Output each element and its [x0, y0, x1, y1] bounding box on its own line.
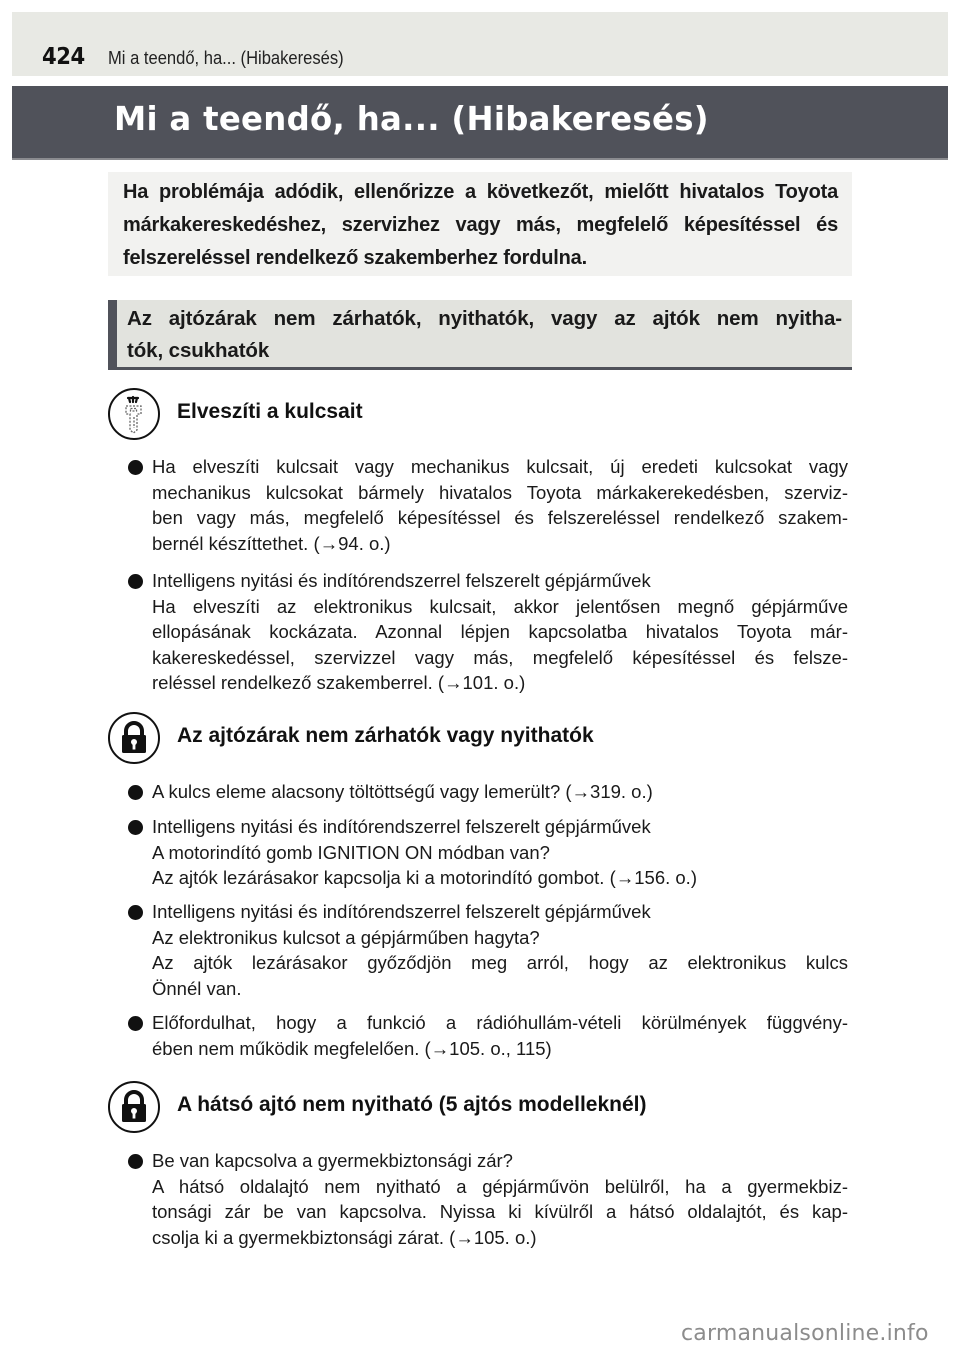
- subsection-door-locks: [108, 712, 852, 768]
- running-header: [12, 12, 948, 76]
- page-title: Mi a teendő, ha... (Hibakeresés): [114, 99, 709, 138]
- page-number: 424: [42, 44, 85, 70]
- lost-key-icon: [108, 388, 160, 440]
- text-line: A kulcs eleme alacsony töltöttségű vagy lemerült? (→319. o.): [152, 781, 653, 802]
- subsection-lost-keys: [108, 388, 852, 444]
- bullet-icon: [128, 1154, 143, 1169]
- bullet-icon: [128, 785, 143, 800]
- text-line: bernél készíttethet. (→94. o.): [152, 532, 391, 554]
- bullet-text: [152, 1148, 848, 1250]
- text-line: ben vagy más, megfelelő képesítéssel és felszereléssel rendelkező szakem-: [152, 507, 848, 528]
- text-line: Az ajtók lezárásakor győződjön meg arról, hogy az elektronikus kulcs: [152, 952, 848, 973]
- text-line: tonsági zár be van kapcsolva. Nyissa ki kívülről a hátsó oldalajtót, és kap-: [152, 1201, 848, 1222]
- text-line: mechanikus kulcsokat bármely hivatalos Toyota márkakerekedésben, szerviz-: [152, 481, 848, 503]
- text-line: A motorindító gomb IGNITION ON módban van?: [152, 841, 550, 863]
- text-line: Intelligens nyitási és indítórendszerrel felszerelt gépjárművek: [152, 816, 651, 837]
- text-line: ellopásának kockázata. Azonnal lépjen kapcsolatba hivatalos Toyota már-: [152, 621, 848, 642]
- bullet-text: [152, 899, 848, 1001]
- subsection-rear-door: [108, 1081, 852, 1137]
- text-line: Az elektronikus kulcsot a gépjárműben hagyta?: [152, 926, 540, 948]
- bullet-text: [152, 814, 848, 891]
- text-line: Ha elveszíti kulcsait vagy mechanikus kulcsait, új eredeti kulcsokat vagy: [152, 456, 848, 477]
- text-line: Be van kapcsolva a gyermekbiztonsági zár?: [152, 1150, 513, 1171]
- padlock-icon: [108, 1081, 160, 1133]
- text-line: kakereskedéssel, szervizzel vagy más, megfelelő képesítéssel és felsze-: [152, 646, 848, 668]
- bullet-text: [152, 779, 848, 805]
- text-line: reléssel rendelkező szakemberrel. (→101. o.): [152, 672, 526, 693]
- bullet-icon: [128, 1016, 143, 1031]
- title-bar: [12, 86, 948, 160]
- subsection-title: Elveszíti a kulcsait: [177, 400, 363, 423]
- section-heading-text: [127, 303, 842, 367]
- padlock-icon: [108, 712, 160, 764]
- bullet-icon: [128, 574, 143, 589]
- section-heading: [108, 300, 852, 370]
- text-line: A hátsó oldalajtó nem nyitható a gépjárművön belülről, ha a gyermekbiz-: [152, 1175, 848, 1197]
- section-heading-line: tók, csukhatók: [127, 339, 270, 362]
- running-header-title: Mi a teendő, ha... (Hibakeresés): [108, 48, 344, 68]
- text-line: csolja ki a gyermekbiztonsági zárat. (→105. o.): [152, 1226, 537, 1248]
- bullet-icon: [128, 905, 143, 920]
- bullet-text: [152, 454, 848, 556]
- text-line: Intelligens nyitási és indítórendszerrel felszerelt gépjárművek: [152, 901, 651, 922]
- bullet-icon: [128, 460, 143, 475]
- bullet-icon: [128, 820, 143, 835]
- bullet-text: [152, 1010, 848, 1061]
- text-line: Ha elveszíti az elektronikus kulcsait, akkor jelentősen megnő gépjárműve: [152, 595, 848, 617]
- watermark: carmanualsonline.info: [681, 1321, 929, 1346]
- text-line: Intelligens nyitási és indítórendszerrel felszerelt gépjárművek: [152, 570, 651, 591]
- text-line: Önnél van.: [152, 977, 242, 999]
- subsection-title: A hátsó ajtó nem nyitható (5 ajtós modelleknél): [177, 1093, 647, 1116]
- section-heading-line: Az ajtózárak nem zárhatók, nyithatók, vagy az ajtók nem nyitha-: [127, 307, 842, 330]
- intro-text: Ha problémája adódik, ellenőrizze a következőt, mielőtt hivatalos Toyota márkakereskedéshez, szervizhez vagy más, megfelelő képesítéssel és felszereléssel rendelkező szakemberhez fordulna.: [123, 181, 838, 269]
- text-line: Előfordulhat, hogy a funkció a rádióhullám-vételi körülmények függvény-: [152, 1012, 848, 1033]
- subsection-title: Az ajtózárak nem zárhatók vagy nyithatók: [177, 724, 594, 747]
- bullet-text: [152, 568, 848, 696]
- intro-box: [108, 172, 852, 276]
- text-line: ében nem működik megfelelően. (→105. o., 115): [152, 1037, 552, 1059]
- text-line: Az ajtók lezárásakor kapcsolja ki a motorindító gombot. (→156. o.): [152, 867, 697, 888]
